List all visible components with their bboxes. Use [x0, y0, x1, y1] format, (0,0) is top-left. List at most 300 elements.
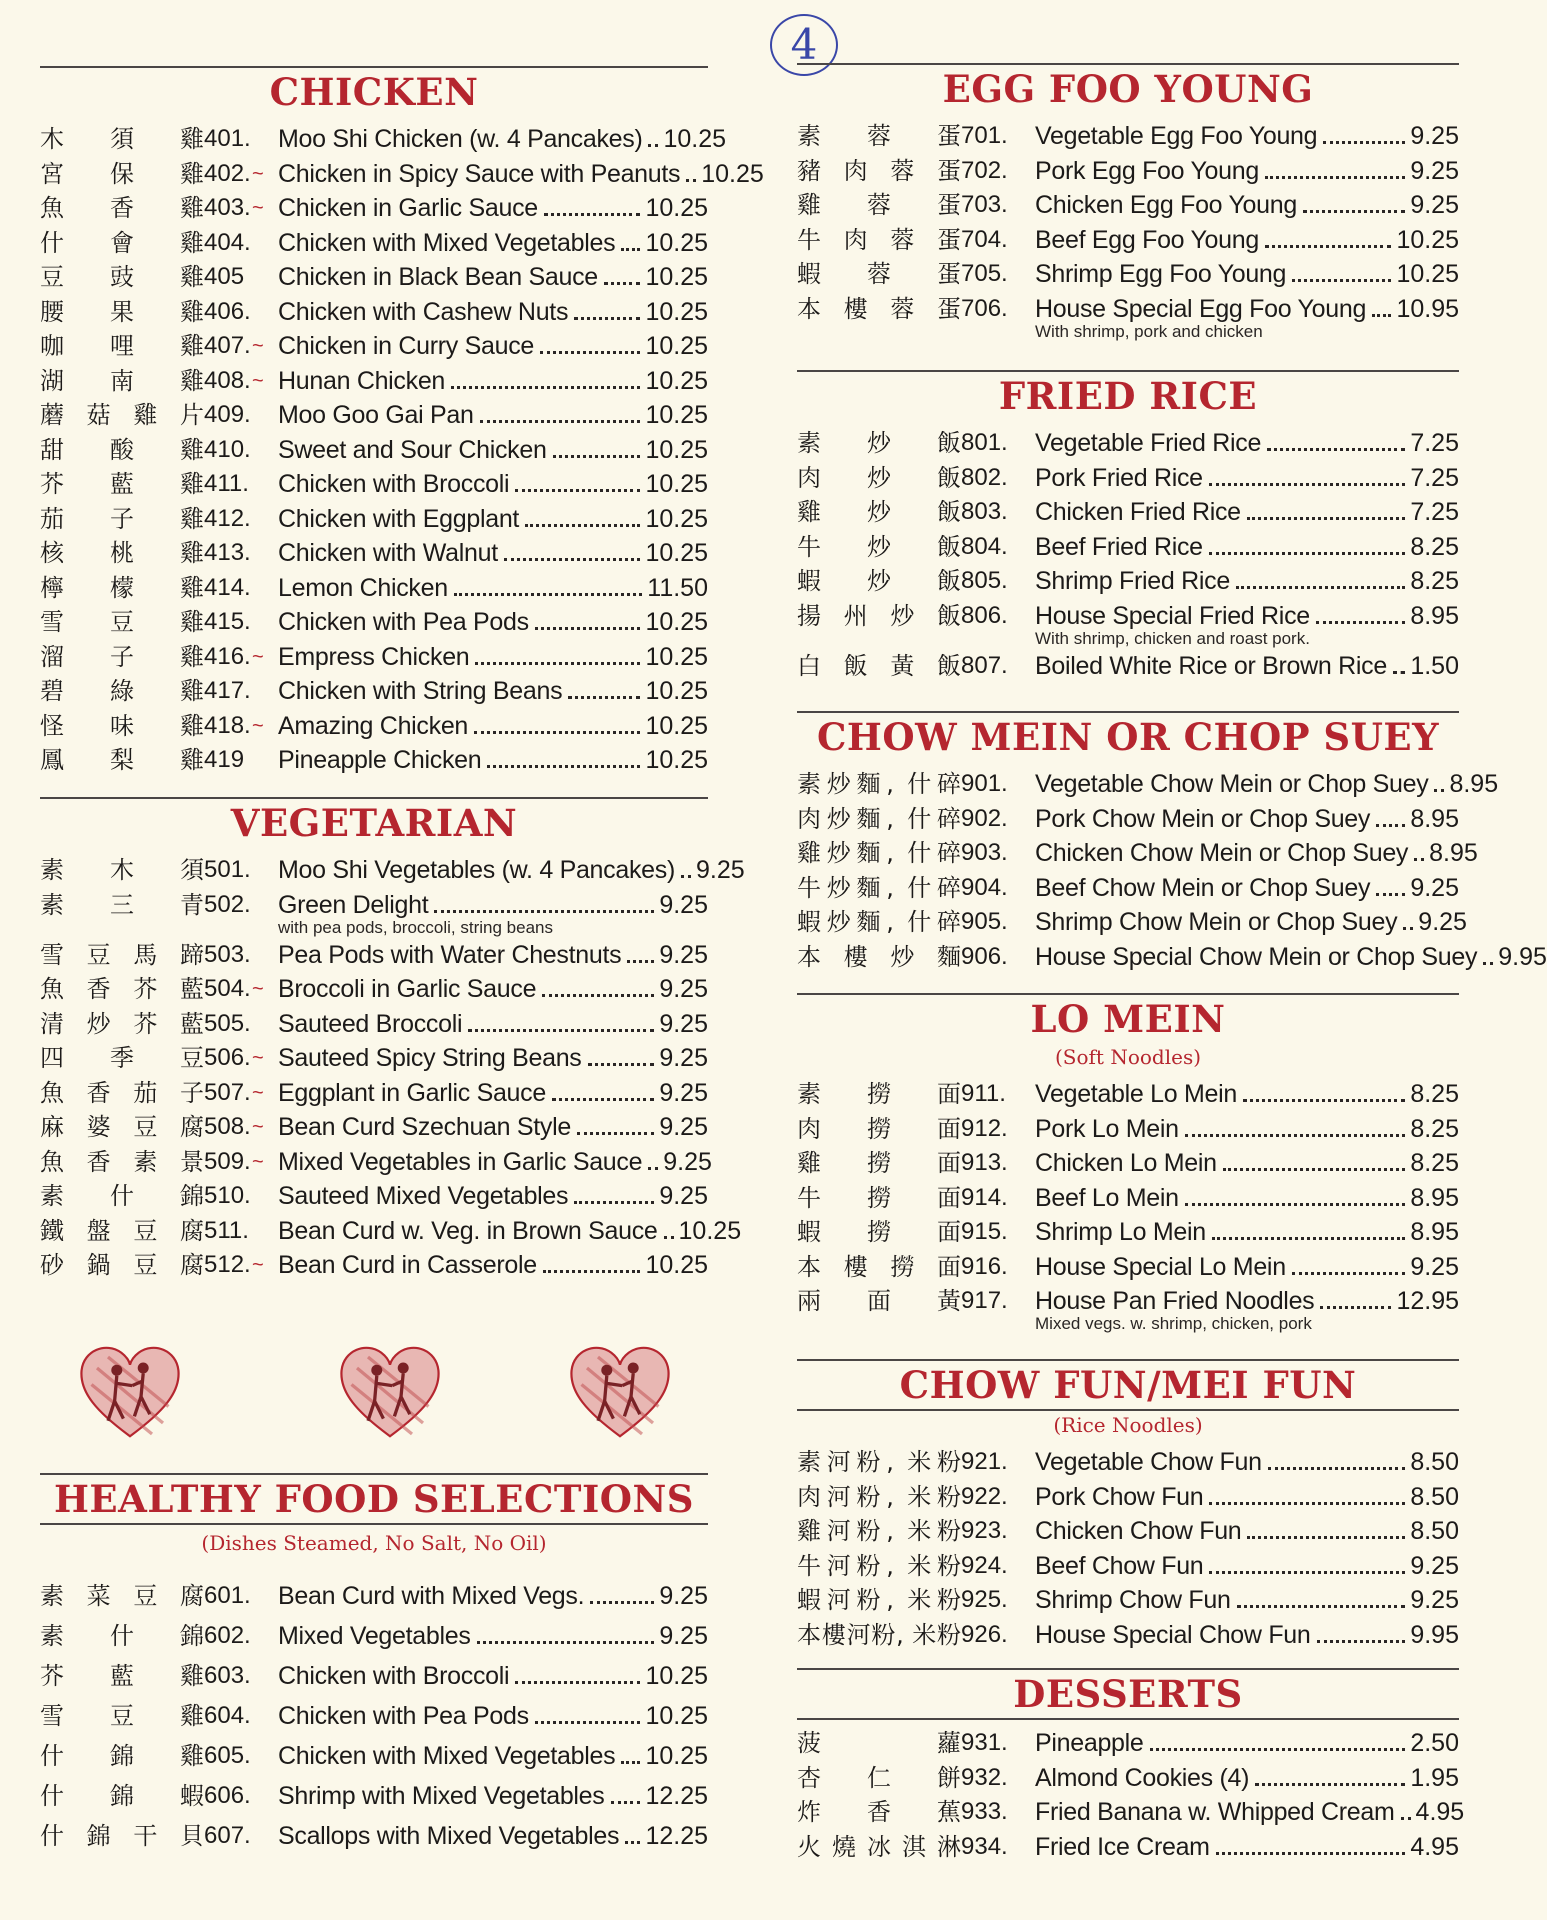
dot-leader — [1376, 893, 1405, 896]
item-name: Pea Pods with Water Chestnuts — [278, 940, 622, 969]
item-line — [278, 1110, 708, 1144]
item-number: 512. — [204, 1251, 251, 1278]
dot-leader — [621, 1761, 640, 1764]
item-name: Sweet and Sour Chicken — [278, 435, 547, 464]
chinese-name: 鐵盤豆腐 — [40, 1216, 204, 1245]
item-description — [1035, 223, 1459, 257]
item-line — [278, 709, 708, 743]
menu-list — [797, 426, 1459, 683]
dot-leader — [504, 558, 641, 561]
menu-item — [40, 888, 708, 938]
section-title: CHOW FUN/MEI FUN — [899, 1363, 1357, 1407]
item-number: 903. — [961, 839, 1008, 866]
menu-item — [797, 1112, 1459, 1147]
item-line — [1035, 905, 1467, 939]
menu-item — [40, 972, 708, 1007]
item-description — [1035, 1795, 1465, 1829]
item-number: 915. — [961, 1218, 1008, 1245]
item-line — [278, 467, 708, 501]
item-number: 804. — [961, 532, 1008, 560]
item-number: 604. — [204, 1702, 251, 1729]
dot-leader — [1216, 1852, 1406, 1855]
item-number: 801. — [961, 429, 1008, 456]
dot-leader — [451, 386, 640, 389]
chinese-name: 雞 撈 面 — [797, 1149, 961, 1177]
menu-item — [40, 398, 708, 433]
item-description — [278, 398, 708, 432]
spicy-pepper-icon: ~ — [252, 714, 264, 737]
item-price: 10.25 — [663, 125, 727, 153]
dot-leader — [515, 1681, 640, 1684]
chinese-name: 芥 藍 雞 — [40, 470, 204, 498]
item-name: Almond Cookies (4) — [1035, 1763, 1250, 1792]
item-line — [1035, 940, 1547, 974]
chinese-name: 檸 檬 雞 — [40, 573, 204, 602]
item-price: 8.50 — [1410, 1482, 1459, 1511]
menu-item — [40, 674, 708, 709]
spicy-pepper-icon: ~ — [252, 369, 264, 392]
dot-leader — [553, 455, 641, 458]
dot-leader — [477, 1641, 655, 1644]
chinese-name: 本樓撈面 — [797, 1252, 961, 1281]
menu-item — [797, 802, 1459, 837]
chinese-name: 雞 蓉 蛋 — [797, 191, 961, 219]
item-name: Chicken with Broccoli — [278, 1662, 510, 1690]
item-line — [278, 1739, 708, 1773]
chinese-name: 蝦 蓉 蛋 — [797, 260, 961, 288]
item-price: 8.25 — [1410, 532, 1459, 561]
item-price: 4.95 — [1415, 1798, 1465, 1826]
item-line — [278, 536, 708, 570]
chinese-name: 清炒芥藍 — [40, 1009, 204, 1038]
item-description — [278, 1779, 708, 1813]
dot-leader — [1401, 1817, 1411, 1820]
dot-leader — [1185, 1203, 1406, 1206]
menu-item — [40, 1041, 708, 1076]
item-description — [278, 605, 708, 639]
section-title: CHICKEN — [269, 70, 479, 114]
item-line — [278, 938, 708, 972]
menu-list — [797, 767, 1547, 974]
menu-item — [40, 1076, 708, 1111]
item-number: 905. — [961, 908, 1008, 935]
menu-item — [40, 226, 708, 261]
item-name: Pork Chow Fun — [1035, 1482, 1204, 1511]
item-line — [1035, 1284, 1459, 1318]
menu-list — [797, 1445, 1459, 1652]
item-name: Chicken Lo Mein — [1035, 1149, 1217, 1177]
dot-leader — [540, 351, 640, 354]
dot-leader — [568, 696, 640, 699]
item-price: 10.25 — [645, 1251, 708, 1279]
menu-item — [40, 433, 708, 468]
item-number: 503. — [204, 940, 251, 968]
item-description — [278, 709, 708, 743]
dot-leader — [1236, 586, 1405, 589]
item-price: 8.25 — [1410, 1114, 1459, 1143]
item-price: 8.50 — [1410, 1517, 1459, 1545]
item-description — [278, 1076, 708, 1110]
item-description — [1035, 836, 1478, 870]
item-price: 9.25 — [1410, 1586, 1459, 1614]
chinese-name: 白飯黃飯 — [797, 651, 961, 680]
item-description — [1035, 1284, 1459, 1332]
item-name: Bean Curd with Mixed Vegs. — [278, 1582, 585, 1610]
spicy-pepper-icon: ~ — [252, 335, 264, 357]
item-name: Pork Chow Mein or Chop Suey — [1035, 804, 1371, 833]
item-description — [278, 1579, 708, 1613]
chinese-name: 雞炒麵, 什碎 — [797, 839, 961, 867]
item-description — [1035, 1181, 1459, 1215]
item-number: 508. — [204, 1113, 251, 1140]
section-title: HEALTHY FOOD SELECTIONS — [53, 1477, 695, 1521]
item-line — [1035, 292, 1459, 326]
item-price: 9.25 — [1410, 191, 1459, 219]
item-description — [278, 364, 708, 398]
item-name: Sauteed Mixed Vegetables — [278, 1182, 569, 1210]
item-number: 932. — [961, 1763, 1008, 1791]
chinese-name: 鳳 梨 雞 — [40, 746, 204, 774]
item-description — [278, 295, 708, 329]
item-name: Vegetable Chow Fun — [1035, 1448, 1262, 1476]
chinese-name: 揚州炒飯 — [797, 601, 961, 630]
dot-leader — [1268, 1467, 1406, 1470]
chinese-name: 素河粉, 米粉 — [797, 1448, 961, 1476]
item-name: House Special Fried Rice — [1035, 601, 1310, 630]
item-number: 805. — [961, 567, 1008, 594]
item-number: 411. — [204, 470, 249, 497]
dot-leader — [1292, 279, 1391, 282]
dot-leader — [434, 910, 654, 913]
chinese-name: 牛 撈 面 — [797, 1183, 961, 1212]
section-rule — [797, 1718, 1459, 1720]
section-subtitle: (Rice Noodles) — [1053, 1413, 1203, 1437]
item-line — [278, 226, 708, 260]
item-price: 9.25 — [1410, 1551, 1459, 1580]
chinese-name: 火燒冰淇淋 — [797, 1832, 961, 1861]
menu-item — [797, 1761, 1459, 1796]
dot-leader — [1316, 621, 1405, 624]
item-number: 504. — [204, 975, 251, 1002]
item-description — [1035, 426, 1459, 460]
item-line — [278, 295, 708, 329]
chinese-name: 核 桃 雞 — [40, 539, 204, 567]
menu-item — [40, 640, 708, 675]
menu-item — [40, 1110, 708, 1145]
item-name: Chicken with Mixed Vegetables — [278, 228, 616, 257]
item-name: Vegetable Lo Mein — [1035, 1080, 1238, 1108]
menu-item — [797, 1480, 1459, 1515]
item-name: Scallops with Mixed Vegetables — [278, 1822, 620, 1850]
item-price: 10.25 — [645, 746, 708, 774]
decorative-hearts — [40, 1335, 680, 1455]
chinese-name: 砂鍋豆腐 — [40, 1251, 204, 1279]
item-description — [1035, 461, 1459, 495]
item-line — [278, 157, 764, 191]
chinese-name: 蝦炒麵, 什碎 — [797, 908, 961, 936]
item-number: 706. — [961, 294, 1008, 322]
item-number: 803. — [961, 498, 1008, 525]
chinese-name: 牛炒麵, 什碎 — [797, 873, 961, 902]
chinese-name: 湖 南 雞 — [40, 366, 204, 395]
dot-leader — [1243, 1099, 1405, 1102]
item-line — [1035, 599, 1459, 633]
chinese-name: 本樓蓉蛋 — [797, 294, 961, 323]
item-price: 10.95 — [1396, 294, 1459, 323]
egg-foo-young-section — [797, 63, 1459, 342]
item-name: Hunan Chicken — [278, 366, 446, 395]
lo-mein-section — [797, 993, 1459, 1334]
item-name: Bean Curd in Casserole — [278, 1251, 537, 1279]
item-number: 602. — [204, 1622, 251, 1649]
item-price: 10.25 — [645, 263, 708, 291]
item-price: 9.25 — [1410, 156, 1459, 185]
chinese-name: 蘑菇雞片 — [40, 401, 204, 429]
item-number: 704. — [961, 225, 1008, 253]
dot-leader — [1209, 483, 1406, 486]
dot-leader — [1265, 245, 1391, 248]
dot-leader — [1237, 1605, 1406, 1608]
item-price: 9.25 — [659, 1582, 708, 1610]
item-name: House Special Egg Foo Young — [1035, 294, 1367, 323]
item-description — [278, 1619, 708, 1653]
item-number: 501. — [204, 856, 251, 883]
item-number: 606. — [204, 1782, 251, 1809]
item-description — [278, 1214, 742, 1248]
chinese-name: 素炒麵, 什碎 — [797, 770, 961, 798]
section-title: VEGETARIAN — [230, 801, 518, 845]
menu-item — [797, 426, 1459, 461]
item-name: Shrimp Lo Mein — [1035, 1218, 1206, 1246]
item-price: 10.25 — [678, 1216, 742, 1245]
chinese-name: 碧 綠 雞 — [40, 677, 204, 705]
item-number: 407. — [204, 332, 251, 359]
item-description — [1035, 1250, 1459, 1284]
item-line — [1035, 119, 1459, 153]
item-price: 10.25 — [645, 435, 708, 464]
menu-item — [797, 1215, 1459, 1250]
item-price: 7.25 — [1410, 498, 1459, 526]
item-line — [278, 1699, 708, 1733]
menu-item — [40, 743, 708, 778]
item-name: Boiled White Rice or Brown Rice — [1035, 651, 1387, 680]
menu-item — [797, 1146, 1459, 1181]
item-number: 926. — [961, 1620, 1008, 1648]
item-price: 9.25 — [1410, 1252, 1459, 1281]
menu-item — [40, 329, 708, 364]
chinese-name: 素 什 錦 — [40, 1182, 204, 1210]
item-description — [1035, 188, 1459, 222]
item-line — [278, 1579, 708, 1613]
chinese-name: 雪 豆 雞 — [40, 608, 204, 636]
item-description — [278, 1699, 708, 1733]
chinese-name: 魚 香 雞 — [40, 194, 204, 222]
item-name: House Special Chow Fun — [1035, 1620, 1311, 1649]
item-line — [278, 1007, 708, 1041]
chinese-name: 魚香芥藍 — [40, 975, 204, 1003]
item-line — [1035, 1583, 1459, 1617]
item-line — [278, 1041, 708, 1075]
chinese-name: 什錦干貝 — [40, 1822, 204, 1850]
item-description — [1035, 905, 1467, 939]
item-price: 9.95 — [1410, 1620, 1459, 1649]
dot-leader — [515, 489, 640, 492]
item-number: 419 — [204, 746, 245, 773]
item-price: 10.25 — [645, 297, 708, 326]
item-line — [278, 329, 708, 363]
item-name: Moo Goo Gai Pan — [278, 401, 474, 429]
dot-leader — [574, 1201, 654, 1204]
menu-item — [797, 1077, 1459, 1112]
menu-item — [797, 154, 1459, 189]
item-price: 10.25 — [645, 608, 708, 636]
dot-leader — [1212, 1237, 1405, 1240]
item-note: with pea pods, broccoli, string beans — [278, 917, 553, 937]
item-description — [278, 536, 708, 570]
menu-list — [797, 119, 1459, 342]
item-name: Vegetable Chow Mein or Chop Suey — [1035, 770, 1429, 798]
item-price: 11.50 — [647, 573, 708, 602]
item-description — [1035, 119, 1459, 153]
item-description — [1035, 292, 1459, 340]
item-price: 9.95 — [1498, 942, 1547, 971]
menu-item — [40, 1007, 708, 1042]
item-description — [278, 260, 708, 294]
dot-leader — [1223, 1168, 1406, 1171]
item-line — [278, 1248, 708, 1282]
spicy-pepper-icon: ~ — [252, 1116, 264, 1138]
item-number: 510. — [204, 1182, 251, 1209]
item-name: Chicken with Broccoli — [278, 470, 510, 498]
dot-leader — [1292, 1272, 1406, 1275]
chinese-name: 蝦 炒 飯 — [797, 567, 961, 595]
item-name: Pork Fried Rice — [1035, 463, 1203, 492]
item-name: Chicken in Spicy Sauce with Peanuts — [278, 159, 681, 188]
item-name: Sauteed Spicy String Beans — [278, 1044, 582, 1072]
item-description — [1035, 1445, 1459, 1479]
menu-item — [40, 709, 708, 744]
dot-leader — [664, 1236, 674, 1239]
item-price: 2.50 — [1410, 1729, 1459, 1757]
chinese-name: 本樓炒麵 — [797, 942, 961, 971]
menu-item — [40, 536, 708, 571]
item-name: Chicken in Curry Sauce — [278, 332, 535, 360]
item-note: Mixed vegs. w. shrimp, chicken, pork — [1035, 1314, 1312, 1333]
item-price: 1.95 — [1410, 1763, 1459, 1792]
healthy-section — [40, 1473, 708, 1859]
dot-leader — [475, 662, 640, 665]
item-name: Chicken with Pea Pods — [278, 608, 529, 636]
dot-leader — [542, 994, 654, 997]
item-description — [278, 1041, 708, 1075]
menu-item — [797, 836, 1478, 871]
item-price: 10.25 — [645, 1662, 708, 1690]
item-price: 8.50 — [1410, 1448, 1459, 1476]
dot-leader — [1209, 1502, 1405, 1505]
dancing-couple-heart-icon — [335, 1335, 445, 1445]
item-number: 901. — [961, 770, 1008, 797]
item-number: 410. — [204, 435, 251, 463]
item-price: 4.95 — [1410, 1832, 1459, 1861]
item-description — [278, 467, 708, 501]
item-number: 403. — [204, 194, 251, 221]
item-price: 9.25 — [1410, 873, 1459, 902]
item-number: 605. — [204, 1742, 251, 1769]
item-number: 412. — [204, 504, 251, 532]
item-note: With shrimp, chicken and roast pork. — [1035, 628, 1310, 648]
spicy-pepper-icon: ~ — [252, 197, 264, 219]
menu-item — [797, 257, 1459, 292]
chinese-name: 素 撈 面 — [797, 1080, 961, 1108]
spicy-pepper-icon: ~ — [252, 162, 264, 185]
menu-item — [797, 223, 1459, 258]
item-price: 10.25 — [645, 677, 708, 705]
item-line — [1035, 223, 1459, 257]
dot-leader — [543, 1270, 641, 1273]
item-line — [278, 605, 708, 639]
menu-item — [797, 1549, 1459, 1584]
item-line — [1035, 1146, 1459, 1180]
item-description — [278, 1659, 708, 1693]
item-description — [278, 226, 708, 260]
spicy-pepper-icon: ~ — [252, 1254, 264, 1276]
menu-item — [40, 502, 708, 537]
item-number: 923. — [961, 1517, 1008, 1544]
item-price: 9.25 — [659, 1113, 708, 1141]
item-name: Pineapple — [1035, 1729, 1144, 1757]
item-name: Bean Curd Szechuan Style — [278, 1113, 571, 1141]
item-description — [1035, 1726, 1459, 1760]
dancing-couple-heart-icon — [565, 1335, 675, 1445]
item-price: 1.50 — [1410, 651, 1459, 680]
chinese-name: 蝦 撈 面 — [797, 1218, 961, 1246]
item-name: Mixed Vegetables in Garlic Sauce — [278, 1147, 643, 1176]
item-number: 406. — [204, 297, 251, 325]
item-line — [278, 191, 708, 225]
menu-item — [40, 1779, 708, 1819]
chinese-name: 杏 仁 餅 — [797, 1763, 961, 1792]
dot-leader — [1317, 1640, 1406, 1643]
chinese-name: 溜 子 雞 — [40, 642, 204, 671]
dot-leader — [544, 213, 641, 216]
item-number: 902. — [961, 804, 1008, 832]
item-name: Fried Banana w. Whipped Cream — [1035, 1798, 1395, 1826]
menu-item — [40, 122, 727, 157]
item-description — [1035, 767, 1499, 801]
item-description — [278, 191, 708, 225]
item-line — [278, 433, 708, 467]
chinese-name: 蝦河粉, 米粉 — [797, 1586, 961, 1614]
item-number: 414. — [204, 573, 251, 601]
dot-leader — [525, 524, 640, 527]
item-price: 9.25 — [659, 975, 708, 1003]
dot-leader — [1320, 1306, 1391, 1309]
item-line — [1035, 154, 1459, 188]
item-name: Pork Lo Mein — [1035, 1114, 1179, 1143]
item-description — [278, 1819, 708, 1853]
item-number: 703. — [961, 191, 1008, 218]
item-number: 505. — [204, 1009, 251, 1037]
chinese-name: 雞 炒 飯 — [797, 498, 961, 526]
item-price: 9.25 — [659, 1182, 708, 1210]
item-price: 10.25 — [645, 539, 708, 567]
item-price: 7.25 — [1410, 463, 1459, 492]
item-line — [1035, 1112, 1459, 1146]
item-line — [1035, 188, 1459, 222]
section-title: FRIED RICE — [998, 374, 1258, 418]
item-line — [278, 260, 708, 294]
item-number: 916. — [961, 1252, 1008, 1280]
